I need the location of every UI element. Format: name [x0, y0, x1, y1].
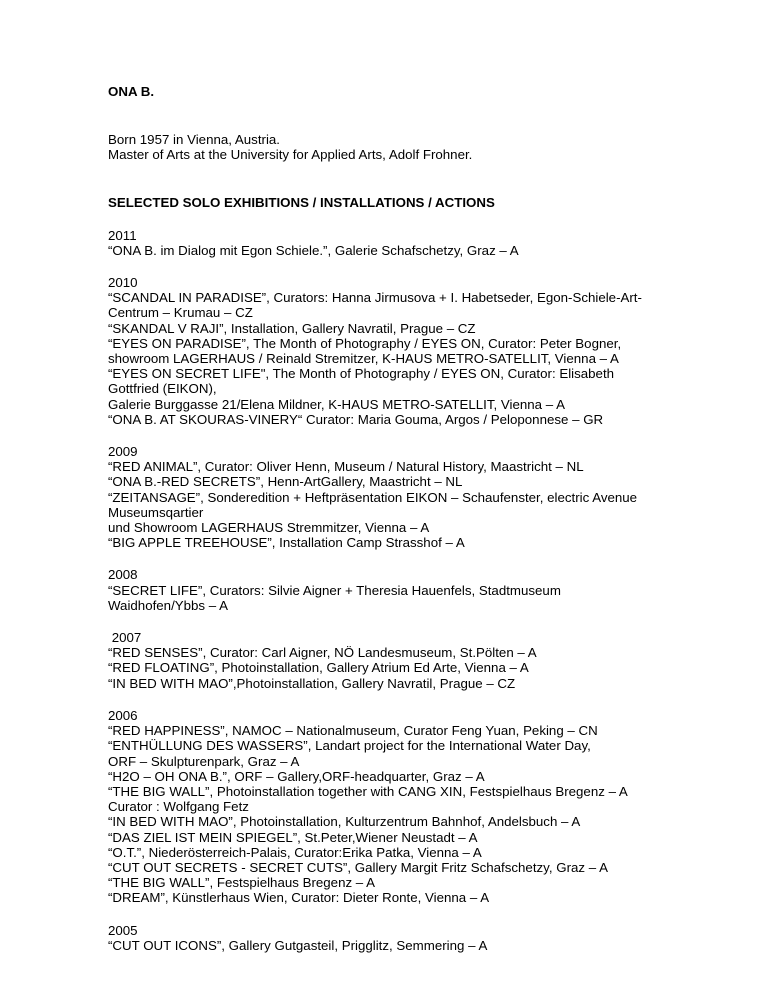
exhibition-entry: “CUT OUT ICONS”, Gallery Gutgasteil, Prigglitz, Semmering – A [108, 937, 488, 953]
exhibition-entry: “BIG APPLE TREEHOUSE”, Installation Camp Strasshof – A [108, 535, 465, 551]
exhibition-entry: Museumsqartier [108, 504, 204, 520]
exhibition-entry: “CUT OUT SECRETS - SECRET CUTS”, Gallery Margit Fritz Schafschetzy, Graz – A [108, 859, 608, 875]
year-label: 2007 [108, 630, 142, 646]
exhibition-entry: Gottfried (EIKON), [108, 381, 217, 397]
exhibition-entry: “IN BED WITH MAO”,Photoinstallation, Gallery Navratil, Prague – CZ [108, 675, 516, 691]
exhibition-entry: “SKANDAL V RAJI”, Installation, Gallery Navratil, Prague – CZ [108, 320, 476, 336]
exhibition-entry: ORF – Skulpturenpark, Graz – A [108, 753, 300, 769]
year-label: 2011 [108, 227, 137, 243]
year-label: 2005 [108, 922, 138, 938]
exhibition-entry: “SECRET LIFE”, Curators: Silvie Aigner + Theresia Hauenfels, Stadtmuseum [108, 582, 561, 598]
exhibition-entry: Galerie Burggasse 21/Elena Mildner, K-HAUS METRO-SATELLIT, Vienna – A [108, 396, 565, 412]
exhibition-entry: “THE BIG WALL”, Festspielhaus Bregenz – A [108, 875, 376, 891]
section-heading: SELECTED SOLO EXHIBITIONS / INSTALLATIONS / ACTIONS [108, 195, 495, 211]
document-title: ONA B. [108, 84, 155, 99]
exhibition-entry: “RED SENSES”, Curator: Carl Aigner, NÖ Landesmuseum, St.Pölten – A [108, 645, 537, 661]
exhibition-entry: “EYES ON PARADISE”, The Month of Photography / EYES ON, Curator: Peter Bogner, [108, 335, 622, 351]
exhibition-entry: “DAS ZIEL IST MEIN SPIEGEL”, St.Peter,Wiener Neustadt – A [108, 829, 478, 845]
exhibition-entry: showroom LAGERHAUS / Reinald Stremitzer, K-HAUS METRO-SATELLIT, Vienna – A [108, 351, 619, 367]
exhibition-entry: Curator : Wolfgang Fetz [108, 799, 249, 815]
exhibition-entry: “RED ANIMAL”, Curator: Oliver Henn, Museum / Natural History, Maastricht – NL [108, 459, 584, 475]
year-label: 2008 [108, 567, 138, 583]
exhibition-entry: “H2O – OH ONA B.”, ORF – Gallery,ORF-headquarter, Graz – A [108, 768, 485, 784]
year-label: 2009 [108, 444, 138, 460]
bio-line-birth: Born 1957 in Vienna, Austria. [108, 132, 280, 147]
exhibition-entry: “ENTHÜLLUNG DES WASSERS”, Landart project for the International Water Day, [108, 738, 591, 754]
exhibition-entry: “ZEITANSAGE”, Sonderedition + Heftpräsentation EIKON – Schaufenster, electric Avenue [108, 489, 638, 505]
year-block [108, 444, 708, 550]
bio-line-education: Master of Arts at the University for Applied Arts, Adolf Frohner. [108, 147, 473, 163]
year-block [108, 630, 708, 691]
exhibition-entry: “ONA B. im Dialog mit Egon Schiele.”, Galerie Schafschetzy, Graz – A [108, 242, 519, 258]
exhibition-entry: “SCANDAL IN PARADISE”, Curators: Hanna Jirmusova + I. Habetseder, Egon-Schiele-Art- [108, 290, 642, 306]
year-label: 2006 [108, 707, 138, 723]
exhibition-entry: Waidhofen/Ybbs – A [108, 597, 228, 613]
year-block [108, 923, 708, 953]
biography [108, 132, 708, 162]
exhibition-list [108, 228, 708, 953]
year-label: 2010 [108, 275, 138, 291]
exhibition-entry: und Showroom LAGERHAUS Stremmitzer, Vienna – A [108, 520, 430, 536]
year-block [108, 228, 708, 258]
year-block [108, 567, 708, 613]
document-page [108, 84, 708, 953]
year-block [108, 708, 708, 906]
exhibition-entry: “IN BED WITH MAO”, Photoinstallation, Kulturzentrum Bahnhof, Andelsbuch – A [108, 814, 581, 830]
exhibition-entry: “RED FLOATING”, Photoinstallation, Gallery Atrium Ed Arte, Vienna – A [108, 660, 529, 676]
exhibition-entry: “ONA B.-RED SECRETS”, Henn-ArtGallery, Maastricht – NL [108, 474, 463, 490]
exhibition-entry: “O.T.”, Niederösterreich-Palais, Curator:Erika Patka, Vienna – A [108, 844, 482, 860]
exhibition-entry: “THE BIG WALL”, Photoinstallation together with CANG XIN, Festspielhaus Bregenz – A [108, 783, 628, 799]
exhibition-entry: “ONA B. AT SKOURAS-VINERY“ Curator: Maria Gouma, Argos / Peloponnese – GR [108, 411, 604, 427]
exhibition-entry: “RED HAPPINESS”, NAMOC – Nationalmuseum, Curator Feng Yuan, Peking – CN [108, 723, 598, 739]
year-block [108, 275, 708, 427]
exhibition-entry: “DREAM”, Künstlerhaus Wien, Curator: Dieter Ronte, Vienna – A [108, 890, 490, 906]
exhibition-entry: “EYES ON SECRET LIFE", The Month of Photography / EYES ON, Curator: Elisabeth [108, 366, 615, 382]
exhibition-entry: Centrum – Krumau – CZ [108, 305, 253, 321]
